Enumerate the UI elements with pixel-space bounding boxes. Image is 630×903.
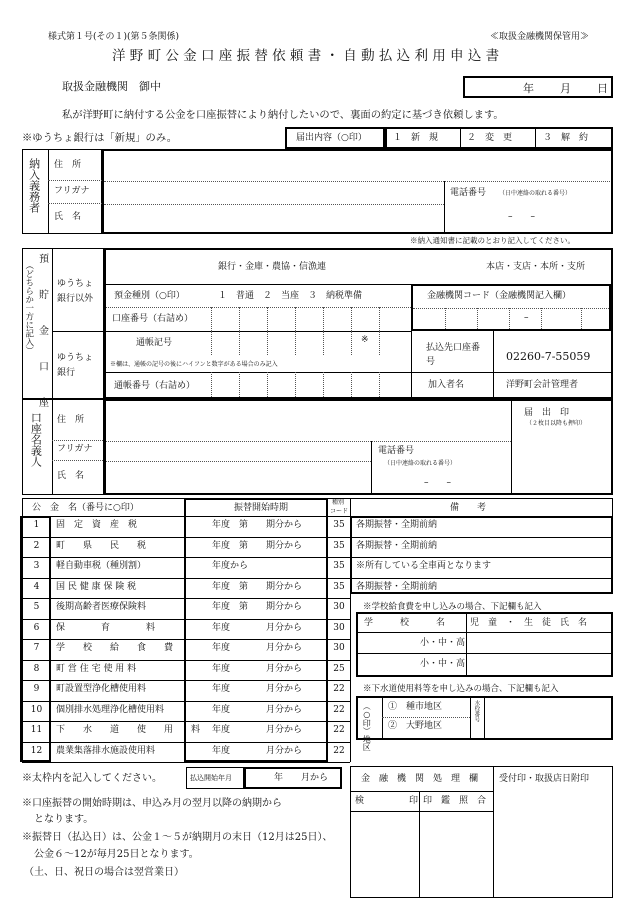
fee-start-period[interactable]: 年度 月分から (212, 663, 303, 674)
member-name: 洋野町会計管理者 (506, 380, 579, 390)
fee-number[interactable]: 3 (33, 561, 40, 571)
fee-start-period[interactable]: 年度から (212, 561, 249, 571)
fee-number[interactable]: 7 (33, 643, 40, 653)
holder-name-field[interactable] (106, 461, 371, 493)
fees-table: 公 金 名（番号に○印） 振替開始時期 種別 コード 備 考 (32, 499, 487, 515)
fee-number[interactable]: 9 (33, 684, 40, 694)
district-tanesichi[interactable]: ① 種市地区 (388, 702, 443, 712)
fee-name: 学 校 給 食 費 (56, 643, 174, 653)
holder-seal-field[interactable] (511, 429, 611, 493)
date-field[interactable]: 年 月 日 (463, 76, 613, 98)
fee-code: 22 (333, 745, 345, 756)
fee-start-period[interactable]: 年度 第 期分から (212, 520, 303, 530)
fee-name: 農業集落排水施設使用料 (56, 745, 156, 756)
fee-remark: ※下水道使用料等を申し込みの場合、下記欄も記入 (363, 684, 559, 694)
payer-name-field[interactable] (104, 204, 444, 232)
fee-number[interactable]: 2 (33, 540, 40, 551)
fee-code: 25 (333, 663, 345, 674)
notify-change[interactable]: ２ 変 更 (467, 133, 513, 143)
inspect-seal-field[interactable] (351, 811, 419, 897)
fee-number[interactable]: 11 (30, 725, 43, 735)
keep-note: ≪取扱金融機関保管用≫ (490, 32, 590, 42)
holder-kana-field[interactable] (106, 441, 371, 461)
fee-code: 30 (333, 643, 345, 653)
fee-remark: 各期振替・全期前納 (356, 540, 438, 551)
payer-input-box: 電話番号 （日中連絡の取れる番号） – – (102, 149, 613, 234)
account-input-box: 銀行・金庫・農協・信漁連 本店・支店・本所・支所 預金種別（○印） １ 普通 ２ 当座 ３ 納税準備 口座番号（右詰め） 金融機関コード（金融機関記入欄） – 通帳記号 ※ ※欄は、通帳の記号の後にハイフンと数字がある場合のみ記入 通帳番号（右詰め） 払込先口座番号 02260-7-55059 加入者名 洋野町会計管理者 (104, 248, 613, 399)
yucho-note: ※ゆうちょ銀行は「新規」のみ。 (22, 132, 178, 144)
fee-start-period[interactable]: 年度 月分から (212, 684, 303, 694)
fee-code: 22 (333, 704, 345, 715)
start-month-field[interactable]: 年 月から (244, 767, 342, 789)
fee-code: 22 (333, 684, 345, 694)
start-period-column (184, 498, 328, 762)
fee-name: 町設置型浄化槽使用料 (56, 684, 147, 694)
fee-start-period[interactable]: 年度 第 期分から (212, 602, 303, 612)
fee-number[interactable]: 12 (30, 745, 43, 756)
holder-input-box: 電話番号 （日中連絡の取れる番号） – – 届 出 印 （２枚目以降も押印） (104, 399, 613, 495)
school-box: 学 校 名 児 童 ・ 生 徒 氏 名 小・中・高 小・中・高 (356, 612, 613, 677)
footer-note-1: ※太枠内を記入してください。 (22, 773, 162, 784)
payer-section-label: 納入義務者 (27, 158, 41, 213)
start-label-box: 払込開始年月 (186, 767, 244, 789)
receipt-stamp-field[interactable] (493, 791, 612, 897)
fee-name: 軽自動車税（種別割） (56, 561, 147, 571)
payer-kana-field[interactable] (104, 181, 444, 204)
fee-start-period[interactable]: 年度 月分から (212, 745, 303, 756)
passbook-number-field[interactable] (211, 372, 411, 397)
fee-number-column (20, 516, 51, 762)
fee-start-period[interactable]: 年度 第 期分から (212, 540, 303, 551)
school-grade-2[interactable]: 小・中・高 (420, 659, 466, 669)
fee-number[interactable]: 8 (33, 663, 40, 674)
fee-code: 35 (333, 581, 345, 592)
fee-start-period[interactable]: 年度 月分から (212, 725, 303, 735)
holder-phone-field[interactable]: – – (424, 478, 452, 488)
fee-number[interactable]: 4 (33, 581, 40, 592)
notify-new[interactable]: １ 新 規 (393, 133, 439, 143)
notify-label-box: 届出内容（○印） (285, 127, 385, 149)
addressee: 取扱金融機関 御中 (62, 80, 161, 93)
fee-code: 30 (333, 602, 345, 612)
fee-number[interactable]: 10 (30, 704, 43, 715)
payer-note: ※納入通知書に記載のとおり記入してください。 (410, 236, 575, 245)
fee-code: 35 (333, 561, 345, 571)
fee-name: 町 県 民 税 (56, 540, 147, 551)
payer-address-field[interactable] (104, 151, 610, 181)
fee-start-period[interactable]: 年度 月分から (212, 643, 303, 653)
notify-options (385, 127, 613, 149)
payee-account-number: 02260-7-55059 (506, 350, 591, 363)
school-grade-1[interactable]: 小・中・高 (420, 638, 466, 648)
form-number: 様式第１号(その１)(第５条関係) (48, 32, 180, 42)
fee-start-period[interactable]: 年度 月分から (212, 704, 303, 715)
fee-name: 固 定 資 産 税 (56, 520, 138, 530)
passbook-code-field[interactable] (211, 331, 411, 355)
fee-remark: ※所有している全車両となります (356, 561, 492, 571)
fi-processing-box: 金 融 機 関 処 理 欄 検 印 印 鑑 照 合 受付印・取扱店日附印 (350, 766, 613, 898)
payer-label-box: 納入義務者 住 所 フリガナ 氏 名 (22, 149, 102, 234)
account-either-label: （どちらか一方に記入） (23, 261, 34, 355)
fee-remark: 各期振替・全期前納 (356, 520, 438, 530)
water-number-field[interactable] (484, 698, 611, 738)
notify-cancel[interactable]: ３ 解 約 (543, 133, 589, 143)
account-label-box: （どちらか一方に記入） 預 貯 金 口 座 ゆうちょ銀行以外 ゆうちょ銀行 (22, 248, 104, 399)
remarks-box-top (350, 516, 613, 594)
fee-name: 保 育 料 (56, 622, 156, 633)
fee-code: 30 (333, 622, 345, 633)
bank-types[interactable]: 銀行・金庫・農協・信漁連 (218, 262, 327, 272)
fi-code-box[interactable]: 金融機関コード（金融機関記入欄） – (411, 284, 611, 331)
fee-start-period[interactable]: 年度 月分から (212, 622, 303, 633)
intro-text: 私が洋野町に納付する公金を口座振替により納付したいので、裏面の約定に基づき依頼します。 (62, 109, 504, 121)
account-number-field[interactable] (211, 307, 411, 331)
payer-phone-field[interactable]: – – (508, 212, 536, 222)
holder-section-label: 口座名義人 (29, 412, 43, 467)
seal-check-field[interactable] (419, 811, 493, 897)
account-section-label: 預 貯 金 口 座 (36, 253, 48, 415)
district-ono[interactable]: ② 大野地区 (388, 721, 443, 731)
fee-name: 国 民 健 康 保 険 税 (56, 581, 137, 592)
fee-code: 35 (333, 520, 345, 530)
fee-remark: 各期振替・全期前納 (356, 581, 438, 592)
fee-start-period[interactable]: 年度 第 期分から (212, 581, 303, 592)
water-box: （○印）地区 ① 種市地区 ② 大野地区 水栓番号 (356, 696, 613, 740)
fee-name: 町 営 住 宅 使 用 料 (56, 663, 137, 674)
form-title: 洋 野 町 公 金 口 座 振 替 依 頼 書 ・ 自 動 払 込 利 用 申 込 書 (112, 48, 500, 64)
deposit-type-options[interactable]: １ 普通 ２ 当座 ３ 納税準備 (218, 291, 363, 301)
fee-name: 個別排水処理浄化槽使用料 (56, 704, 165, 715)
fee-number[interactable]: 1 (33, 520, 40, 530)
fee-name: 後期高齢者医療保険料 (56, 602, 147, 612)
holder-address-field[interactable] (106, 401, 511, 441)
holder-label-box: 口座名義人 住 所 フリガナ 氏 名 (22, 399, 104, 495)
fee-remark: ※学校給食費を申し込みの場合、下記欄も記入 (363, 602, 542, 612)
fee-number[interactable]: 6 (33, 622, 40, 633)
fee-code: 22 (333, 725, 345, 735)
branch-types[interactable]: 本店・支店・本所・支所 (486, 262, 586, 272)
fee-code: 35 (333, 540, 345, 551)
fee-number[interactable]: 5 (33, 602, 40, 612)
fee-name: 下 水 道 使 用 料 (56, 725, 201, 735)
